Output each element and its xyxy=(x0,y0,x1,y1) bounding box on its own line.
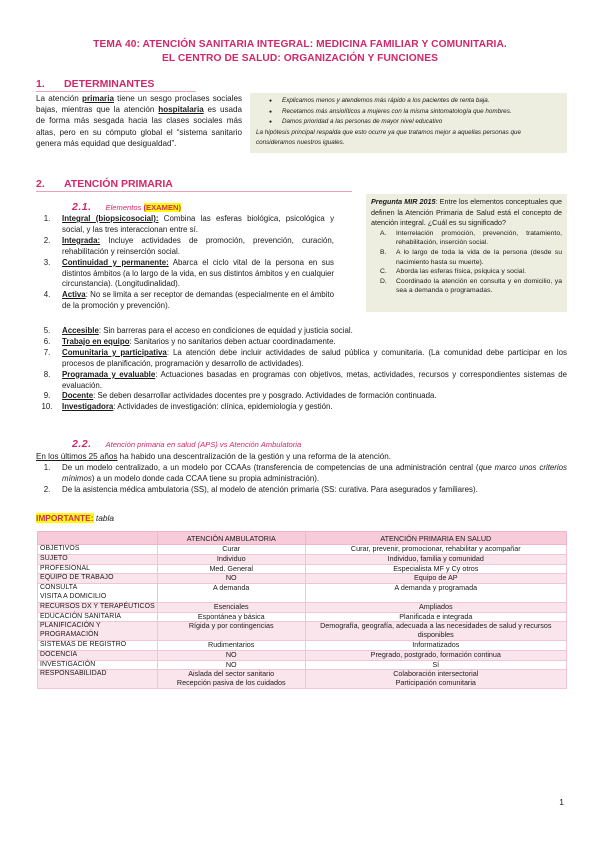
note-bullet-list xyxy=(256,96,561,128)
list-item: 10. Investigadora: Actividades de investigación: clínica, epidemiología y gestión. xyxy=(41,402,333,412)
row-label-cell: SUJETO xyxy=(38,554,158,564)
subsection-2-2-intro: En los últimos 25 años ha habido una descentralización de la gestión y una reforma de la atención. xyxy=(36,452,392,461)
row-label-cell: DOCENCIA xyxy=(38,650,158,660)
table-row xyxy=(38,640,567,650)
table-cell: Sí xyxy=(305,660,566,670)
table-cell: NO xyxy=(157,660,305,670)
mir-question-box xyxy=(366,194,567,312)
list-item: 8. Programada y evaluable: Actuaciones basadas en programas con objetivos, metas, actividades, recursos y correspondientes sistemas de evaluación. xyxy=(43,369,567,390)
table-cell: Planificada e integrada xyxy=(305,612,566,622)
mir-option: A. Interrelación promoción, prevención, tratamiento, rehabilitación, inserción social. xyxy=(380,229,562,247)
row-label-cell: EQUIPO DE TRABAJO xyxy=(38,574,158,584)
row-label-cell: OBJETIVOS xyxy=(38,545,158,555)
list-item: 2. De la asistencia médica ambulatoria (SS), al modelo de atención primaria (SS: curativa. Para asegurados y familiares). xyxy=(43,484,478,494)
table-row xyxy=(38,545,567,555)
table-row xyxy=(38,554,567,564)
column-header xyxy=(38,532,158,545)
table-row xyxy=(38,584,567,603)
list-item: 4. Activa: No se limita a ser receptor de demandas (especialmente en el ámbito de la promoción y prevención). xyxy=(43,290,334,311)
list-item: 2. Integrada: Incluye actividades de promoción, prevención, curación, rehabilitación y reinserción social. xyxy=(43,235,334,256)
table-cell: Ampliados xyxy=(305,602,566,612)
list-item: 7. Comunitaria y participativa: La atención debe incluir actividades de salud pública y comunitaria. (La comunidad debe participar en los procesos de planificación, programación y desarrollo de actividades). xyxy=(43,347,567,368)
table-cell: NO xyxy=(157,650,305,660)
note-bullet: ● Recetamos más ansiolíticos a mujeres con la misma sintomatología que hombres. xyxy=(256,107,561,118)
comparison-table xyxy=(37,531,567,689)
table-cell: Equipo de AP xyxy=(305,574,566,584)
row-label-cell: RECURSOS DX Y TERAPÉUTICOS xyxy=(38,602,158,612)
subsection-2-1-heading: 2.1. Elementos (EXAMEN) xyxy=(72,201,182,213)
note-bullet: ● Damos prioridad a las personas de mayor nivel educativo xyxy=(256,117,561,128)
table-cell: Individuo xyxy=(157,554,305,564)
elements-list-bottom xyxy=(36,326,567,413)
table-cell: Med. General xyxy=(157,564,305,574)
table-cell: Curar xyxy=(157,545,305,555)
row-label-cell: PROFESIONAL xyxy=(38,564,158,574)
table-cell: NO xyxy=(157,574,305,584)
table-body xyxy=(38,545,567,689)
title-line-1: TEMA 40: ATENCIÓN SANITARIA INTEGRAL: MEDICINA FAMILIAR Y COMUNITARIA. xyxy=(93,39,507,50)
table-cell: Aislada del sector sanitario Recepción pasiva de los cuidados xyxy=(157,670,305,689)
note-bullet: ● Explicamos menos y atendemos más rápido a los pacientes de renta baja. xyxy=(256,96,561,107)
section-1-paragraph: La atención primaria tiene un sesgo proclases sociales bajas, mientras que la atención hospitalaria es usada de forma más sesgada hacia las clases sociales más altas, pero en su cómputo global el “sistema sanitario genera más equidad que desigualdad”. xyxy=(36,94,242,148)
table-cell: Rígida y por contingencias xyxy=(157,622,305,641)
mir-option: D. Coordinado la atención en consulta y en domicilio, ya sea a demanda o programadas. xyxy=(380,277,562,295)
list-item: 9. Docente: Se deben desarrollar actividades docentes pre y posgrado. Actividades de formación continuada. xyxy=(43,391,437,401)
table-header xyxy=(38,532,567,545)
note-hypothesis: La hipótesis principal respalda que esto ocurre ya que tratamos mejor a aquellas personas que consideramos nuestros iguales. xyxy=(256,128,521,146)
section-2-heading: 2. ATENCIÓN PRIMARIA xyxy=(36,178,173,190)
section-1-underline xyxy=(36,91,196,92)
list-item: 1. Integral (biopsicosocial): Combina las esferas biológica, psicológica y social, y las tres interaccionan entre sí. xyxy=(43,214,335,234)
table-cell: Demografía, geografía, adecuada a las necesidades de salud y recursos disponibles xyxy=(305,622,566,641)
important-label: IMPORTANTE: tabla xyxy=(36,513,115,523)
subsection-2-2-heading: 2.2. Atención primaria en salud (APS) vs Atención Ambulatoria xyxy=(72,438,302,450)
table-cell: Rudimentarios xyxy=(157,640,305,650)
table-cell: A demanda y programada xyxy=(305,584,566,603)
exam-tag: (EXAMEN) xyxy=(143,203,182,212)
section-2-underline xyxy=(36,191,352,192)
table-cell: Pregrado, postgrado, formación continua xyxy=(305,650,566,660)
table-row xyxy=(38,564,567,574)
table-row xyxy=(38,670,567,689)
table-cell: Especialista MF y Cy otros xyxy=(305,564,566,574)
section-1-heading: 1. DETERMINANTES xyxy=(36,78,155,90)
table-cell: Esenciales xyxy=(157,602,305,612)
row-label-cell: PLANIFICACIÓN Y PROGRAMACIÓN xyxy=(38,622,158,641)
mir-option: C. Aborda las esferas física, psíquica y social. xyxy=(380,268,526,276)
document-title xyxy=(30,38,570,65)
list-item: 5. Accesible: Sin barreras para el acceso en condiciones de equidad y justicia social. xyxy=(43,326,353,335)
elements-list-top xyxy=(36,214,334,312)
table-cell: Curar, prevenir, promocionar, rehabilitar y acompañar xyxy=(305,545,566,555)
row-label-cell: INVESTIGACIÓN xyxy=(38,660,158,670)
page-number: 1 xyxy=(559,797,564,807)
column-header: ATENCIÓN PRIMARIA EN SALUD xyxy=(305,532,566,545)
title-line-2: EL CENTRO DE SALUD: ORGANIZACIÓN Y FUNCIONES xyxy=(161,52,439,64)
list-item: 1. De un modelo centralizado, a un modelo por CCAAs (transferencia de competencias de una administración central (que marco unos criterios mínimos) a un modelo donde cada CCAA tiene su propia administración). xyxy=(43,463,567,483)
row-label-cell: CONSULTA VISITA A DOMICILIO xyxy=(38,584,158,603)
determinants-note-box xyxy=(250,93,567,153)
row-label-cell: RESPONSABILIDAD xyxy=(38,670,158,689)
column-header: ATENCIÓN AMBULATORIA xyxy=(157,532,305,545)
table-cell: Informatizados xyxy=(305,640,566,650)
table-row xyxy=(38,574,567,584)
table-cell: Espontánea y básica xyxy=(157,612,305,622)
table-cell: A demanda xyxy=(157,584,305,603)
table-row xyxy=(38,602,567,612)
mir-question: Pregunta MIR 2015: Entre los elementos conceptuales que definen la Atención Primaria de Salud está el concepto de atención integral. ¿Cuál es su significado? xyxy=(371,197,562,228)
table-row xyxy=(38,622,567,641)
list-item: 3. Continuidad y permanente: Abarca el ciclo vital de la persona en sus distintos ámbitos (a lo largo de la vida, en sus distintos ámbitos y en cualquier circunstancia). (Longitudinalidad). xyxy=(43,257,334,289)
row-label-cell: SISTEMAS DE REGISTRO xyxy=(38,640,158,650)
table-cell: Individuo, familia y comunidad xyxy=(305,554,566,564)
list-item: 6. Trabajo en equipo: Sanitarios y no sanitarios deben actuar coordinadamente. xyxy=(43,336,336,346)
table-row xyxy=(38,650,567,660)
mir-option: B. A lo largo de toda la vida de la persona (desde su nacimiento hasta su muerte). xyxy=(380,248,562,266)
row-label-cell: EDUCACIÓN SANITARIA xyxy=(38,612,158,622)
table-row xyxy=(38,660,567,670)
apu-vs-aa-list xyxy=(36,463,567,496)
table-cell: Colaboración intersectorial Participación comunitaria xyxy=(305,670,566,689)
